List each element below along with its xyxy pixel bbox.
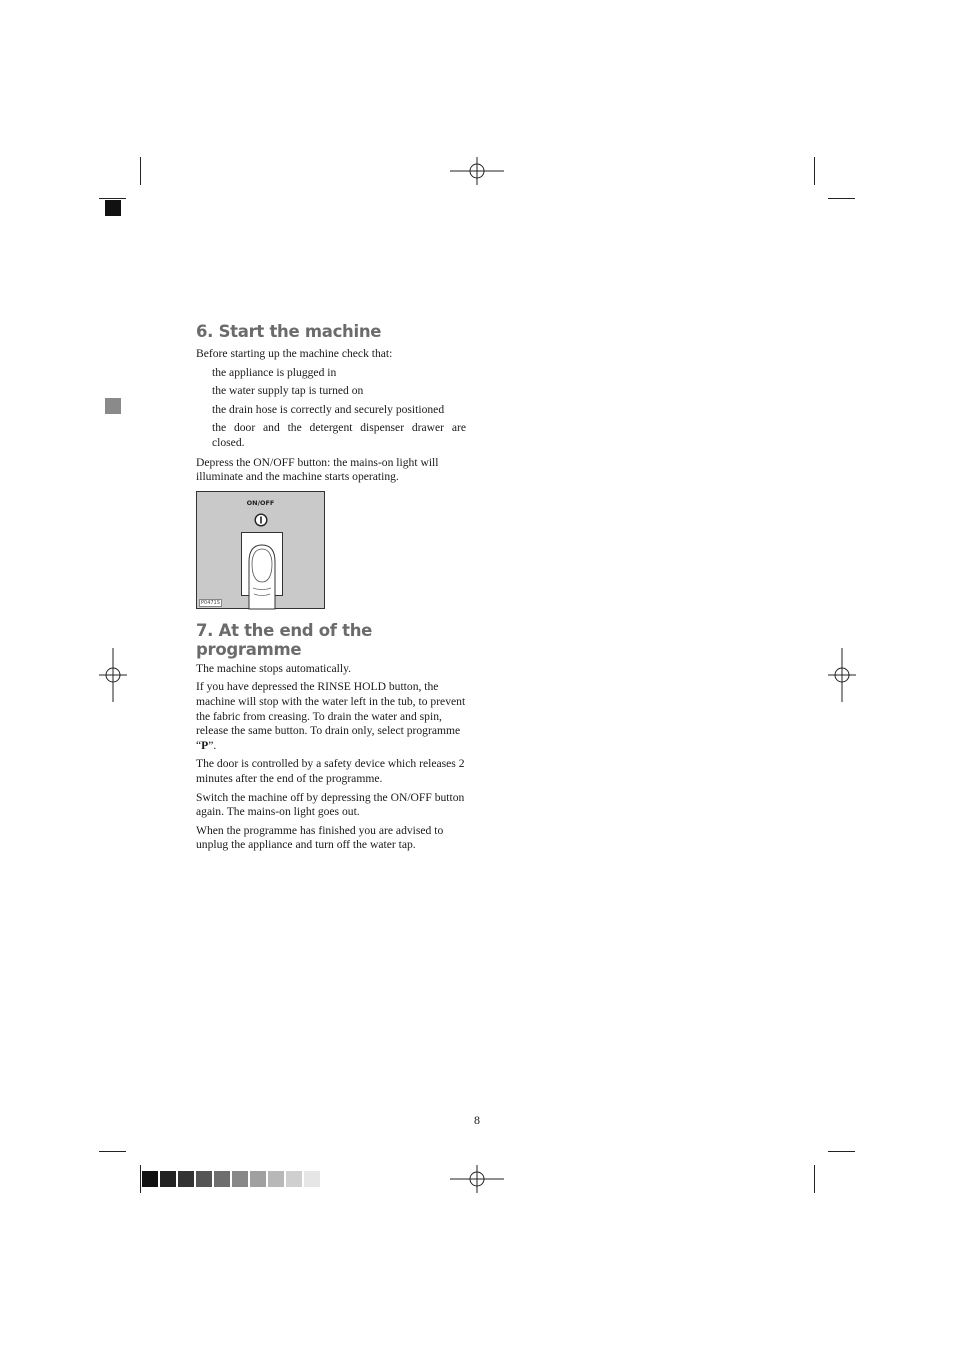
color-swatch xyxy=(286,1171,302,1187)
section-6-intro: Before starting up the machine check that: xyxy=(196,347,393,360)
gray-marker-square xyxy=(105,398,121,414)
section-6-instruction: Depress the ON/OFF button: the mains-on light will illuminate and the machine starts operating. xyxy=(196,455,439,484)
color-swatch xyxy=(268,1171,284,1187)
crop-mark-bottom-left xyxy=(140,1165,141,1193)
programme-p: P xyxy=(201,738,209,752)
figure-code: P0471S xyxy=(201,599,220,606)
page-number: 8 xyxy=(474,1113,480,1127)
color-swatch xyxy=(232,1171,248,1187)
section-7-heading: 7. At the end of the programme xyxy=(196,620,373,659)
section-7-paragraph-1: The machine stops automatically. xyxy=(196,661,352,675)
checklist-item: the door and the detergent dispenser drawer are closed. xyxy=(212,421,466,449)
crop-mark-bottom-right xyxy=(814,1165,815,1193)
registration-mark-right xyxy=(828,648,856,702)
checklist-item: the drain hose is correctly and securely positioned xyxy=(212,402,445,416)
checklist-item: the appliance is plugged in xyxy=(212,365,337,379)
crop-mark-top-right-h xyxy=(828,198,855,199)
crop-mark-top-right xyxy=(814,157,815,185)
color-swatch xyxy=(214,1171,230,1187)
color-swatch xyxy=(196,1171,212,1187)
checklist xyxy=(196,366,466,451)
on-off-label: ON/OFF xyxy=(246,498,275,507)
checklist-item: the water supply tap is turned on xyxy=(212,384,364,398)
black-marker-square xyxy=(105,200,121,216)
section-7-paragraph-3: The door is controlled by a safety device which releases 2 minutes after the end of the programme. xyxy=(196,757,465,785)
registration-mark-left xyxy=(99,648,127,702)
crop-mark-bottom-right-h xyxy=(828,1151,855,1152)
color-swatch xyxy=(304,1171,320,1187)
color-swatch xyxy=(250,1171,266,1187)
registration-mark-bottom xyxy=(450,1165,504,1193)
on-off-illustration xyxy=(196,491,325,609)
color-swatch xyxy=(178,1171,194,1187)
section-6-heading: 6. Start the machine xyxy=(196,322,382,341)
crop-mark-top-left-h xyxy=(99,198,126,199)
finger-pressing-button-icon xyxy=(241,532,283,610)
color-swatch xyxy=(142,1171,158,1187)
rinse-hold-text: If you have depressed the RINSE HOLD button, the machine will stop with the water left in the tub, to prevent the fabric from creasing. To drain the water and spin, release the same button. To drain only, select programme “ xyxy=(196,680,466,752)
rinse-hold-text-end: ”. xyxy=(208,738,217,752)
section-7-paragraph-5: When the programme has finished you are advised to unplug the appliance and turn off the water tap. xyxy=(196,823,444,852)
main-content xyxy=(196,318,466,853)
power-symbol-icon xyxy=(254,513,268,527)
color-calibration-bar xyxy=(142,1171,322,1187)
color-swatch xyxy=(160,1171,176,1187)
crop-mark-bottom-left-h xyxy=(99,1151,126,1152)
section-7-paragraph-2 xyxy=(196,680,466,753)
registration-mark-top xyxy=(450,157,504,185)
section-7-paragraph-4: Switch the machine off by depressing the ON/OFF button again. The mains-on light goes out. xyxy=(196,790,465,819)
crop-mark-top-left xyxy=(140,157,141,185)
